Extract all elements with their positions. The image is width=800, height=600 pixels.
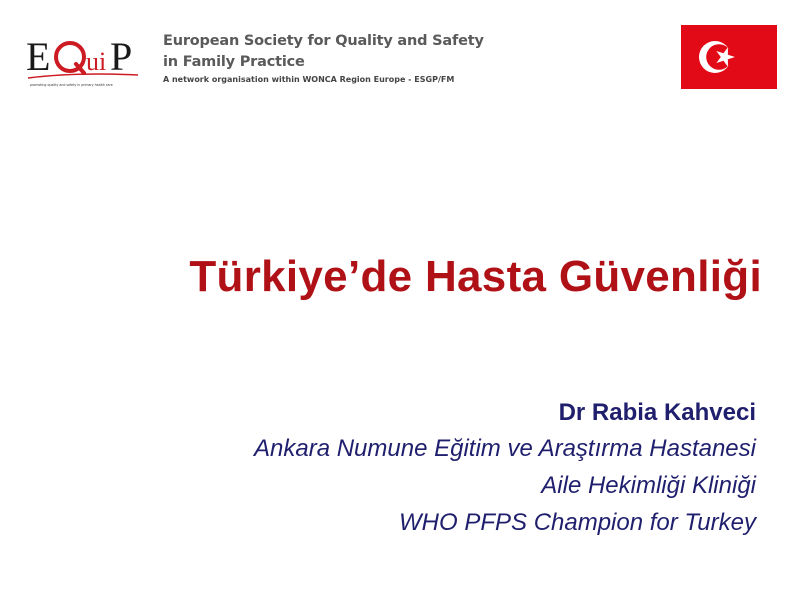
organization-name — [163, 31, 484, 86]
author-name: Dr Rabia Kahveci — [558, 399, 756, 426]
equip-logo — [26, 28, 148, 90]
slide-title: Türkiye’de Hasta Güvenliği — [189, 252, 762, 301]
affiliation-hospital: Ankara Numune Eğitim ve Araştırma Hastanesi — [254, 435, 756, 462]
affiliation-who-role: WHO PFPS Champion for Turkey — [399, 509, 756, 536]
affiliation-clinic: Aile Hekimliği Kliniği — [541, 472, 756, 499]
turkey-flag-icon — [681, 25, 777, 89]
org-name-line-2: in Family Practice — [163, 54, 305, 70]
org-name-line-1: European Society for Quality and Safety — [163, 33, 484, 49]
svg-text:P: P — [110, 34, 133, 79]
author-block — [254, 396, 756, 541]
svg-text:E: E — [26, 34, 51, 79]
org-subtitle: A network organisation within WONCA Region Europe - ESGP/FM — [163, 75, 455, 84]
svg-text:promoting quality and safety i: promoting quality and safety in primary health care — [30, 83, 113, 87]
svg-text:ui: ui — [86, 47, 107, 76]
